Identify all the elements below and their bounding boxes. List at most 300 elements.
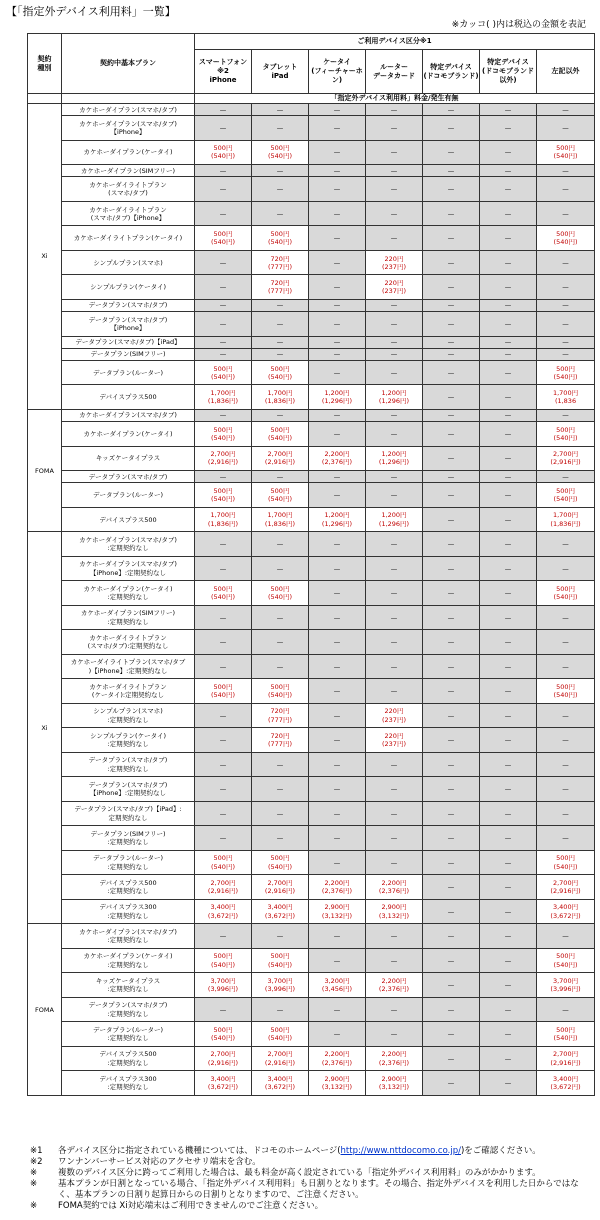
fee-cell: 2,700円 (2,916円) [252,446,309,471]
not-applicable-cell: — [423,777,480,802]
not-applicable-cell: — [423,899,480,924]
footnote-mark: ※ [30,1179,38,1190]
not-applicable-cell: — [366,348,423,360]
fee-cell: 2,700円 (2,916円) [252,1046,309,1071]
table-row [28,116,595,141]
table-row [28,924,595,949]
table-row [28,948,595,973]
not-applicable-cell: — [252,605,309,630]
fee-cell: 3,400円 (3,672円) [537,899,595,924]
footnote [30,1146,590,1157]
not-applicable-cell: — [195,654,252,679]
fee-cell: 2,900円 (3,132円) [366,1071,423,1096]
not-applicable-cell: — [423,360,480,385]
tax-note: ※カッコ( )内は税込の金額を表記 [451,20,586,30]
not-applicable-cell: — [252,336,309,348]
fee-cell: 3,400円 (3,672円) [195,1071,252,1096]
not-applicable-cell: — [309,201,366,226]
plan-name-cell: データプラン(スマホ/タブ) 【iPhone】 [62,312,195,337]
not-applicable-cell: — [309,654,366,679]
not-applicable-cell: — [480,532,537,557]
not-applicable-cell: — [423,532,480,557]
not-applicable-cell: — [537,605,595,630]
header-column-3: ルーター データカード [366,50,423,94]
fee-cell: 500円 (540円) [537,850,595,875]
not-applicable-cell: — [366,104,423,116]
fee-cell: 500円 (540円) [252,360,309,385]
plan-name-cell: カケホーダイライトプラン(ケータイ) [62,226,195,251]
plan-name-cell: キッズケータイプラス :定期契約なし [62,973,195,998]
footnote-text: 各デバイス区分に指定されている機種については、ドコモのホームページ(http://www.nttdocomo.co.jp/)をご確認ください。 [58,1146,541,1156]
fee-table [27,33,595,1096]
not-applicable-cell: — [252,177,309,202]
not-applicable-cell: — [423,875,480,900]
not-applicable-cell: — [537,471,595,483]
not-applicable-cell: — [480,165,537,177]
not-applicable-cell: — [537,336,595,348]
not-applicable-cell: — [309,336,366,348]
fee-cell: 500円 (540円) [252,679,309,704]
not-applicable-cell: — [195,275,252,300]
not-applicable-cell: — [195,777,252,802]
empty-cell [62,94,195,104]
not-applicable-cell: — [366,654,423,679]
not-applicable-cell: — [309,471,366,483]
footnote-mark: ※ [30,1168,38,1179]
not-applicable-cell: — [309,422,366,447]
not-applicable-cell: — [537,165,595,177]
not-applicable-cell: — [537,116,595,141]
fee-cell: 500円 (540円) [537,948,595,973]
header-row [28,34,595,50]
footnote [30,1157,590,1168]
table-row [28,703,595,728]
plan-name-cell: カケホーダイプラン(SIMフリー) [62,165,195,177]
fee-cell: 1,200円 (1,296円) [309,507,366,532]
table-row [28,483,595,508]
not-applicable-cell: — [480,728,537,753]
fee-cell: 2,700円 (2,916円) [195,446,252,471]
fee-cell: 220円 (237円) [366,250,423,275]
not-applicable-cell: — [309,360,366,385]
not-applicable-cell: — [195,312,252,337]
not-applicable-cell: — [366,777,423,802]
not-applicable-cell: — [252,801,309,826]
not-applicable-cell: — [423,116,480,141]
not-applicable-cell: — [366,605,423,630]
not-applicable-cell: — [366,422,423,447]
plan-name-cell: デバイスプラス500 [62,385,195,410]
not-applicable-cell: — [480,446,537,471]
footnote-text: 基本プランが日割となっている場合、「指定外デバイス利用料」も日割りとなります。その場合、指定外デバイスを利用した日からではなく、基本プランの日割り起算日からの日割りとなりますので、ご注意ください。 [58,1179,579,1201]
not-applicable-cell: — [309,104,366,116]
not-applicable-cell: — [309,752,366,777]
table-row [28,360,595,385]
not-applicable-cell: — [480,679,537,704]
plan-name-cell: シンプルプラン(スマホ) :定期契約なし [62,703,195,728]
fee-cell: 2,200円 (2,376円) [309,446,366,471]
fee-cell: 500円 (540円) [537,483,595,508]
footnote-text: FOMA契約では Xi対応端末はご利用できませんのでご注意ください。 [58,1201,324,1212]
not-applicable-cell: — [366,948,423,973]
plan-name-cell: データプラン(スマホ/タブ)【iPad】: 定期契約なし [62,801,195,826]
not-applicable-cell: — [252,752,309,777]
plan-name-cell: カケホーダイプラン(スマホ/タブ) 【iPhone】 [62,116,195,141]
not-applicable-cell: — [366,140,423,165]
not-applicable-cell: — [366,312,423,337]
not-applicable-cell: — [195,116,252,141]
not-applicable-cell: — [309,630,366,655]
not-applicable-cell: — [423,581,480,606]
table-row [28,826,595,851]
table-row [28,201,595,226]
not-applicable-cell: — [537,826,595,851]
not-applicable-cell: — [423,997,480,1022]
fee-cell: 2,700円 (2,916円) [537,446,595,471]
not-applicable-cell: — [423,165,480,177]
plan-name-cell: カケホーダイプラン(スマホ/タブ) :定期契約なし [62,924,195,949]
fee-cell: 3,400円 (3,672円) [252,899,309,924]
fee-cell: 720円 (777円) [252,703,309,728]
table-row [28,104,595,116]
table-row [28,997,595,1022]
fee-cell: 500円 (540円) [252,226,309,251]
not-applicable-cell: — [366,850,423,875]
not-applicable-cell: — [423,801,480,826]
table-row [28,1022,595,1047]
not-applicable-cell: — [423,948,480,973]
not-applicable-cell: — [309,826,366,851]
not-applicable-cell: — [366,752,423,777]
not-applicable-cell: — [252,104,309,116]
fee-cell: 500円 (540円) [252,850,309,875]
plan-name-cell: カケホーダイプラン(スマホ/タブ) [62,409,195,421]
plan-name-cell: デバイスプラス300 :定期契約なし [62,899,195,924]
fee-cell: 500円 (540円) [195,581,252,606]
not-applicable-cell: — [423,409,480,421]
table-row [28,446,595,471]
not-applicable-cell: — [480,360,537,385]
not-applicable-cell: — [537,777,595,802]
not-applicable-cell: — [423,471,480,483]
not-applicable-cell: — [252,471,309,483]
not-applicable-cell: — [366,826,423,851]
plan-name-cell: データプラン(SIMフリー) :定期契約なし [62,826,195,851]
not-applicable-cell: — [423,1022,480,1047]
table-row [28,507,595,532]
fee-cell: 500円 (540円) [537,422,595,447]
not-applicable-cell: — [480,336,537,348]
not-applicable-cell: — [252,777,309,802]
table-row [28,471,595,483]
plan-name-cell: データプラン(スマホ/タブ) [62,299,195,311]
not-applicable-cell: — [252,532,309,557]
not-applicable-cell: — [480,899,537,924]
not-applicable-cell: — [423,507,480,532]
fee-cell: 220円 (237円) [366,728,423,753]
fee-caption-row [28,94,595,104]
plan-name-cell: データプラン(スマホ/タブ) [62,471,195,483]
not-applicable-cell: — [423,275,480,300]
not-applicable-cell: — [537,250,595,275]
plan-name-cell: カケホーダイプラン(ケータイ) :定期契約なし [62,581,195,606]
not-applicable-cell: — [537,312,595,337]
footnote-mark: ※1 [30,1146,43,1156]
table-row [28,385,595,410]
not-applicable-cell: — [366,165,423,177]
not-applicable-cell: — [537,654,595,679]
not-applicable-cell: — [537,275,595,300]
header-column-1: タブレット iPad [252,50,309,94]
not-applicable-cell: — [252,654,309,679]
plan-name-cell: カケホーダイプラン(SIMフリー) :定期契約なし [62,605,195,630]
fee-cell: 500円 (540円) [195,1022,252,1047]
plan-name-cell: デバイスプラス500 [62,507,195,532]
not-applicable-cell: — [480,605,537,630]
not-applicable-cell: — [195,177,252,202]
not-applicable-cell: — [423,850,480,875]
not-applicable-cell: — [195,605,252,630]
table-row [28,1046,595,1071]
not-applicable-cell: — [537,409,595,421]
plan-name-cell: カケホーダイプラン(スマホ/タブ) 【iPhone】:定期契約なし [62,556,195,581]
table-row [28,654,595,679]
not-applicable-cell: — [423,201,480,226]
not-applicable-cell: — [309,226,366,251]
table-row [28,226,595,251]
not-applicable-cell: — [480,1022,537,1047]
not-applicable-cell: — [480,875,537,900]
plan-name-cell: データプラン(スマホ/タブ)【iPad】 [62,336,195,348]
table-row [28,177,595,202]
not-applicable-cell: — [195,997,252,1022]
table-row [28,801,595,826]
not-applicable-cell: — [252,556,309,581]
not-applicable-cell: — [366,1022,423,1047]
plan-name-cell: キッズケータイプラス [62,446,195,471]
not-applicable-cell: — [366,801,423,826]
not-applicable-cell: — [252,312,309,337]
not-applicable-cell: — [480,973,537,998]
not-applicable-cell: — [423,483,480,508]
table-row [28,312,595,337]
not-applicable-cell: — [309,556,366,581]
footnote-mark: ※2 [30,1157,43,1168]
plan-name-cell: データプラン(スマホ/タブ) 【iPhone】:定期契約なし [62,777,195,802]
fee-cell: 2,700円 (2,916円) [195,875,252,900]
not-applicable-cell: — [480,385,537,410]
fee-cell: 500円 (540円) [252,483,309,508]
not-applicable-cell: — [366,532,423,557]
header-column-0: スマートフォン※2 iPhone [195,50,252,94]
plan-name-cell: カケホーダイプラン(ケータイ) [62,140,195,165]
fee-cell: 500円 (540円) [252,140,309,165]
not-applicable-cell: — [480,201,537,226]
not-applicable-cell: — [480,226,537,251]
table-row [28,165,595,177]
not-applicable-cell: — [309,801,366,826]
not-applicable-cell: — [309,924,366,949]
not-applicable-cell: — [309,532,366,557]
fee-cell: 500円 (540円) [252,1022,309,1047]
fee-cell: 500円 (540円) [537,581,595,606]
header-contract-type: 契約 種別 [28,34,62,94]
plan-name-cell: データプラン(ルーター) :定期契約なし [62,850,195,875]
not-applicable-cell: — [480,924,537,949]
fee-cell: 2,700円 (2,916円) [252,875,309,900]
not-applicable-cell: — [480,654,537,679]
not-applicable-cell: — [195,165,252,177]
not-applicable-cell: — [480,116,537,141]
not-applicable-cell: — [480,275,537,300]
fee-cell: 2,900円 (3,132円) [309,1071,366,1096]
fee-cell: 3,200円 (3,456円) [309,973,366,998]
not-applicable-cell: — [537,630,595,655]
footnote-text: 複数のデバイス区分に跨ってご利用した場合は、最も料金が高く設定されている「指定外デバイス利用料」のみがかかります。 [58,1168,541,1179]
not-applicable-cell: — [252,348,309,360]
fee-cell: 1,200円 (1,296円) [366,507,423,532]
not-applicable-cell: — [537,299,595,311]
not-applicable-cell: — [423,140,480,165]
fee-cell: 500円 (540円) [252,422,309,447]
table-row [28,630,595,655]
not-applicable-cell: — [309,1022,366,1047]
not-applicable-cell: — [309,275,366,300]
not-applicable-cell: — [366,201,423,226]
not-applicable-cell: — [480,703,537,728]
fee-cell: 500円 (540円) [537,140,595,165]
footnotes [30,1146,590,1212]
fee-cell: 220円 (237円) [366,703,423,728]
plan-name-cell: データプラン(ルーター) :定期契約なし [62,1022,195,1047]
not-applicable-cell: — [480,1071,537,1096]
table-row [28,336,595,348]
not-applicable-cell: — [195,250,252,275]
plan-name-cell: カケホーダイプラン(ケータイ) :定期契約なし [62,948,195,973]
fee-cell: 500円 (540円) [252,948,309,973]
plan-name-cell: カケホーダイライトプラン (ケータイ):定期契約なし [62,679,195,704]
fee-cell: 220円 (237円) [366,275,423,300]
header-column-6: 左記以外 [537,50,595,94]
not-applicable-cell: — [537,177,595,202]
empty-cell [28,94,62,104]
table-row [28,605,595,630]
fee-cell: 2,200円 (2,376円) [366,875,423,900]
not-applicable-cell: — [480,348,537,360]
docomo-link[interactable]: http://www.nttdocomo.co.jp/ [340,1146,461,1156]
table-row [28,250,595,275]
not-applicable-cell: — [309,703,366,728]
not-applicable-cell: — [480,556,537,581]
not-applicable-cell: — [423,348,480,360]
not-applicable-cell: — [309,312,366,337]
not-applicable-cell: — [423,924,480,949]
not-applicable-cell: — [195,471,252,483]
not-applicable-cell: — [423,556,480,581]
fee-cell: 2,900円 (3,132円) [309,899,366,924]
not-applicable-cell: — [480,948,537,973]
not-applicable-cell: — [195,409,252,421]
header-plan: 契約中基本プラン [62,34,195,94]
not-applicable-cell: — [423,299,480,311]
fee-cell: 500円 (540円) [195,483,252,508]
not-applicable-cell: — [480,104,537,116]
not-applicable-cell: — [195,336,252,348]
not-applicable-cell: — [309,728,366,753]
fee-cell: 2,700円 (2,916円) [537,875,595,900]
not-applicable-cell: — [480,752,537,777]
not-applicable-cell: — [480,409,537,421]
not-applicable-cell: — [480,581,537,606]
not-applicable-cell: — [252,997,309,1022]
plan-name-cell: カケホーダイプラン(スマホ/タブ) [62,104,195,116]
not-applicable-cell: — [480,422,537,447]
plan-name-cell: カケホーダイライトプラン(スマホ/タブ )【iPhone】:定期契約なし [62,654,195,679]
fee-cell: 1,700円 (1,836円) [195,507,252,532]
not-applicable-cell: — [309,165,366,177]
table-row [28,556,595,581]
not-applicable-cell: — [366,226,423,251]
fee-cell: 1,700円 (1,836円) [252,507,309,532]
not-applicable-cell: — [309,581,366,606]
not-applicable-cell: — [423,973,480,998]
contract-type-cell: Xi [28,104,62,410]
not-applicable-cell: — [252,165,309,177]
not-applicable-cell: — [366,116,423,141]
not-applicable-cell: — [195,801,252,826]
fee-cell: 1,200円 (1,296円) [366,385,423,410]
not-applicable-cell: — [480,850,537,875]
not-applicable-cell: — [195,556,252,581]
fee-cell: 500円 (540円) [537,226,595,251]
not-applicable-cell: — [423,752,480,777]
fee-table-body [28,34,595,1096]
plan-name-cell: カケホーダイライトプラン (スマホ/タブ)【iPhone】 [62,201,195,226]
fee-cell: 3,400円 (3,672円) [537,1071,595,1096]
page-title: 【「指定外デバイス利用料」一覧】 [6,5,176,18]
not-applicable-cell: — [195,201,252,226]
not-applicable-cell: — [480,777,537,802]
not-applicable-cell: — [195,532,252,557]
table-row [28,299,595,311]
fee-cell: 500円 (540円) [252,581,309,606]
not-applicable-cell: — [423,605,480,630]
not-applicable-cell: — [480,483,537,508]
not-applicable-cell: — [366,924,423,949]
not-applicable-cell: — [366,630,423,655]
not-applicable-cell: — [480,177,537,202]
not-applicable-cell: — [480,997,537,1022]
table-row [28,532,595,557]
not-applicable-cell: — [423,1046,480,1071]
header-column-4: 特定デバイス (ドコモブランド) [423,50,480,94]
fee-cell: 2,900円 (3,132円) [366,899,423,924]
contract-type-cell: FOMA [28,924,62,1096]
plan-name-cell: シンプルプラン(ケータイ) [62,275,195,300]
not-applicable-cell: — [480,801,537,826]
not-applicable-cell: — [195,826,252,851]
not-applicable-cell: — [309,116,366,141]
not-applicable-cell: — [480,1046,537,1071]
not-applicable-cell: — [366,299,423,311]
fee-cell: 3,400円 (3,672円) [252,1071,309,1096]
fee-cell: 3,700円 (3,996円) [195,973,252,998]
not-applicable-cell: — [537,801,595,826]
fee-cell: 2,200円 (2,376円) [366,1046,423,1071]
table-row [28,875,595,900]
plan-name-cell: データプラン(ルーター) [62,483,195,508]
plan-name-cell: カケホーダイライトプラン (スマホ/タブ) [62,177,195,202]
